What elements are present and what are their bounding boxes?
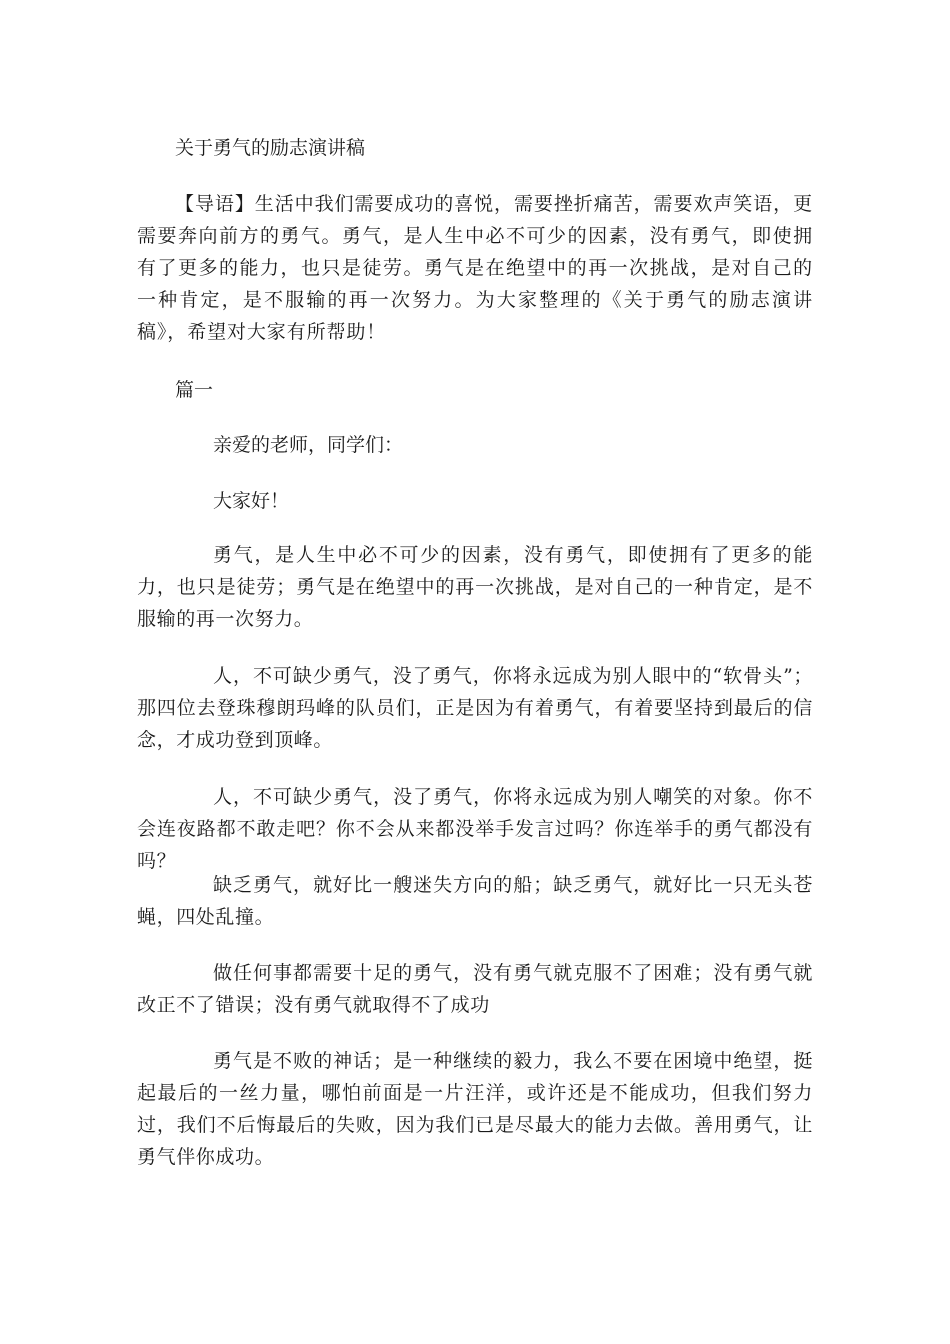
body-paragraph: 缺乏勇气，就好比一艘迷失方向的船；缺乏勇气，就好比一只无头苍蝇，四处乱撞。 — [137, 874, 813, 928]
section-label: 篇一 — [175, 379, 214, 401]
body-paragraph: 勇气是不败的神话；是一种继续的毅力，我么不要在困境中绝望，挺起最后的一丝力量，哪怕前面是一片汪洋，或许还是不能成功，但我们努力过，我们不后悔最后的失败，因为我们已是尽最大的能力去做。善用勇气，让勇气伴你成功。 — [137, 1050, 813, 1168]
greeting: 大家好！ — [213, 490, 290, 512]
salutation: 亲爱的老师，同学们： — [213, 434, 404, 456]
intro-paragraph: 【导语】生活中我们需要成功的喜悦，需要挫折痛苦，需要欢声笑语，更需要奔向前方的勇气。勇气，是人生中必不可少的因素，没有勇气，即使拥有了更多的能力，也只是徒劳。勇气是在绝望中的再一次挑战，是对自己的一种肯定，是不服输的再一次努力。为大家整理的《关于勇气的励志演讲稿》，希望对大家有所帮助！ — [137, 193, 813, 343]
body-paragraph: 做任何事都需要十足的勇气，没有勇气就克服不了困难；没有勇气就改正不了错误；没有勇气就取得不了成功 — [137, 962, 813, 1016]
body-paragraph: 勇气，是人生中必不可少的因素，没有勇气，即使拥有了更多的能力，也只是徒劳；勇气是在绝望中的再一次挑战，是对自己的一种肯定，是不服输的再一次努力。 — [137, 544, 813, 630]
body-paragraph: 人，不可缺少勇气，没了勇气，你将永远成为别人眼中的“软骨头”；那四位去登珠穆朗玛峰的队员们，正是因为有着勇气，有着要坚持到最后的信念，才成功登到顶峰。 — [137, 665, 813, 751]
body-paragraph: 人，不可缺少勇气，没了勇气，你将永远成为别人嘲笑的对象。你不会连夜路都不敢走吧？你不会从来都没举手发言过吗？你连举手的勇气都没有吗？ — [137, 786, 813, 872]
document-title: 关于勇气的励志演讲稿 — [175, 137, 366, 159]
